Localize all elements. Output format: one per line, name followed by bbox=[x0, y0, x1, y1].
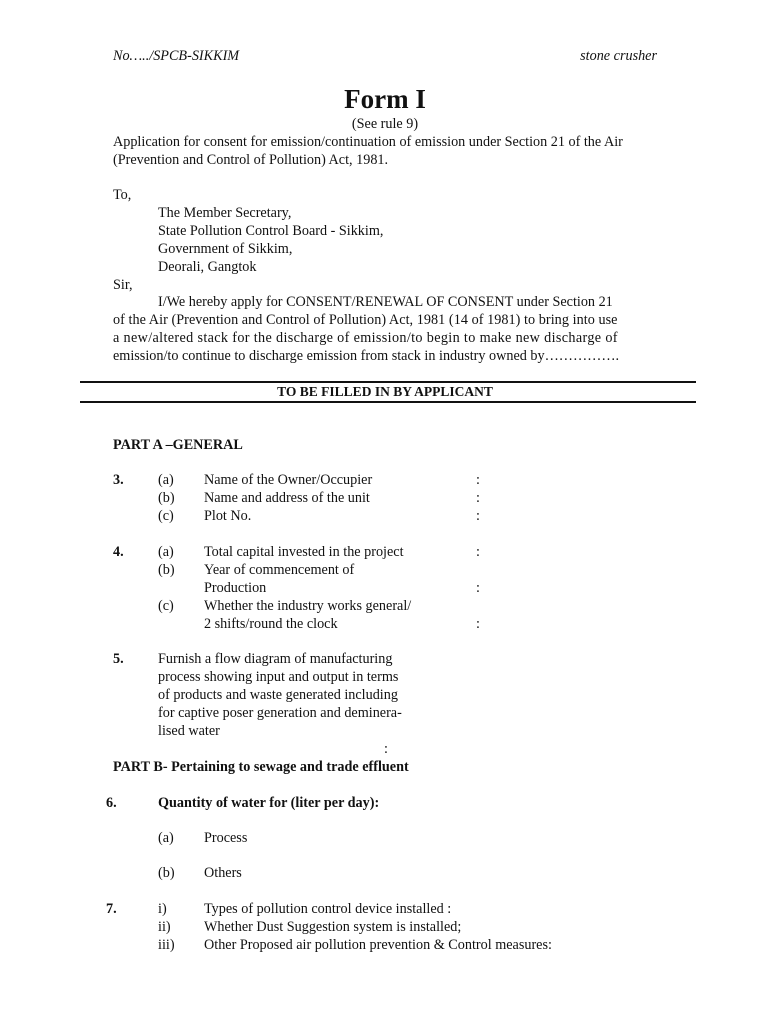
question-number: 6. bbox=[106, 795, 117, 811]
field-colon: : bbox=[476, 508, 480, 524]
body-line: a new/altered stack for the discharge of emission/to begin to make new discharge of bbox=[113, 330, 618, 346]
question-number: 7. bbox=[106, 901, 117, 917]
body-line: of the Air (Prevention and Control of Pollution) Act, 1981 (14 of 1981) to bring into use bbox=[113, 312, 618, 328]
unit-address-label: Name and address of the unit bbox=[204, 490, 370, 506]
item-label: (a) bbox=[158, 830, 174, 846]
item-label: (b) bbox=[158, 865, 175, 881]
pollution-device-label: Types of pollution control device installed : bbox=[204, 901, 452, 917]
question-number: 5. bbox=[113, 651, 124, 667]
field-colon: : bbox=[476, 580, 480, 596]
address-line: State Pollution Control Board - Sikkim, bbox=[158, 223, 384, 239]
flow-diagram-text: process showing input and output in terms bbox=[158, 669, 399, 685]
field-colon: : bbox=[476, 544, 480, 560]
banner-top-rule bbox=[80, 381, 696, 383]
item-label: ii) bbox=[158, 919, 171, 935]
banner-bottom-rule bbox=[80, 401, 696, 403]
item-label: (c) bbox=[158, 508, 174, 524]
applicant-banner: TO BE FILLED IN BY APPLICANT bbox=[277, 384, 493, 399]
question-number: 4. bbox=[113, 544, 124, 560]
part-a-heading: PART A –GENERAL bbox=[113, 437, 243, 453]
application-purpose-line1: Application for consent for emission/continuation of emission under Section 21 of the Air bbox=[113, 134, 623, 150]
address-line: The Member Secretary, bbox=[158, 205, 292, 221]
commencement-year-label: Year of commencement of bbox=[204, 562, 355, 578]
form-title: Form I bbox=[344, 84, 426, 114]
shift-pattern-label: Whether the industry works general/ bbox=[204, 598, 412, 614]
flow-diagram-text: for captive poser generation and deminera- bbox=[158, 705, 402, 721]
item-label: (a) bbox=[158, 544, 174, 560]
salutation: Sir, bbox=[113, 277, 133, 293]
dust-suppression-label: Whether Dust Suggestion system is installed; bbox=[204, 919, 462, 935]
field-colon: : bbox=[476, 616, 480, 632]
water-quantity-heading: Quantity of water for (liter per day): bbox=[158, 795, 380, 811]
field-colon: : bbox=[384, 741, 388, 757]
field-colon: : bbox=[476, 472, 480, 488]
field-colon: : bbox=[476, 490, 480, 506]
item-label: (a) bbox=[158, 472, 174, 488]
item-label: (c) bbox=[158, 598, 174, 614]
flow-diagram-text: of products and waste generated including bbox=[158, 687, 398, 703]
plot-number-label: Plot No. bbox=[204, 508, 252, 524]
flow-diagram-text: Furnish a flow diagram of manufacturing bbox=[158, 651, 393, 667]
shift-pattern-label-cont: 2 shifts/round the clock bbox=[204, 616, 338, 632]
part-b-heading: PART B- Pertaining to sewage and trade effluent bbox=[113, 759, 409, 775]
item-label: i) bbox=[158, 901, 167, 917]
rule-reference: (See rule 9) bbox=[351, 116, 419, 132]
reference-number: No…../SPCB-SIKKIM bbox=[113, 48, 240, 64]
item-label: (b) bbox=[158, 562, 175, 578]
body-line: I/We hereby apply for CONSENT/RENEWAL OF CONSENT under Section 21 bbox=[158, 294, 613, 310]
body-line: emission/to continue to discharge emission from stack in industry owned by……………. bbox=[113, 348, 620, 364]
capital-invested-label: Total capital invested in the project bbox=[204, 544, 404, 560]
application-purpose-line2: (Prevention and Control of Pollution) Act, 1981. bbox=[113, 152, 389, 168]
commencement-year-label-cont: Production bbox=[204, 580, 267, 596]
other-water-label: Others bbox=[204, 865, 242, 881]
question-number: 3. bbox=[113, 472, 124, 488]
address-line: Deorali, Gangtok bbox=[158, 259, 257, 275]
control-measures-label: Other Proposed air pollution prevention & Control measures: bbox=[204, 937, 552, 953]
owner-name-label: Name of the Owner/Occupier bbox=[204, 472, 373, 488]
industry-category: stone crusher bbox=[580, 48, 657, 64]
address-to: To, bbox=[113, 187, 132, 203]
item-label: iii) bbox=[158, 937, 175, 953]
item-label: (b) bbox=[158, 490, 175, 506]
address-line: Government of Sikkim, bbox=[158, 241, 293, 257]
process-water-label: Process bbox=[204, 830, 248, 846]
flow-diagram-text: lised water bbox=[158, 723, 220, 739]
